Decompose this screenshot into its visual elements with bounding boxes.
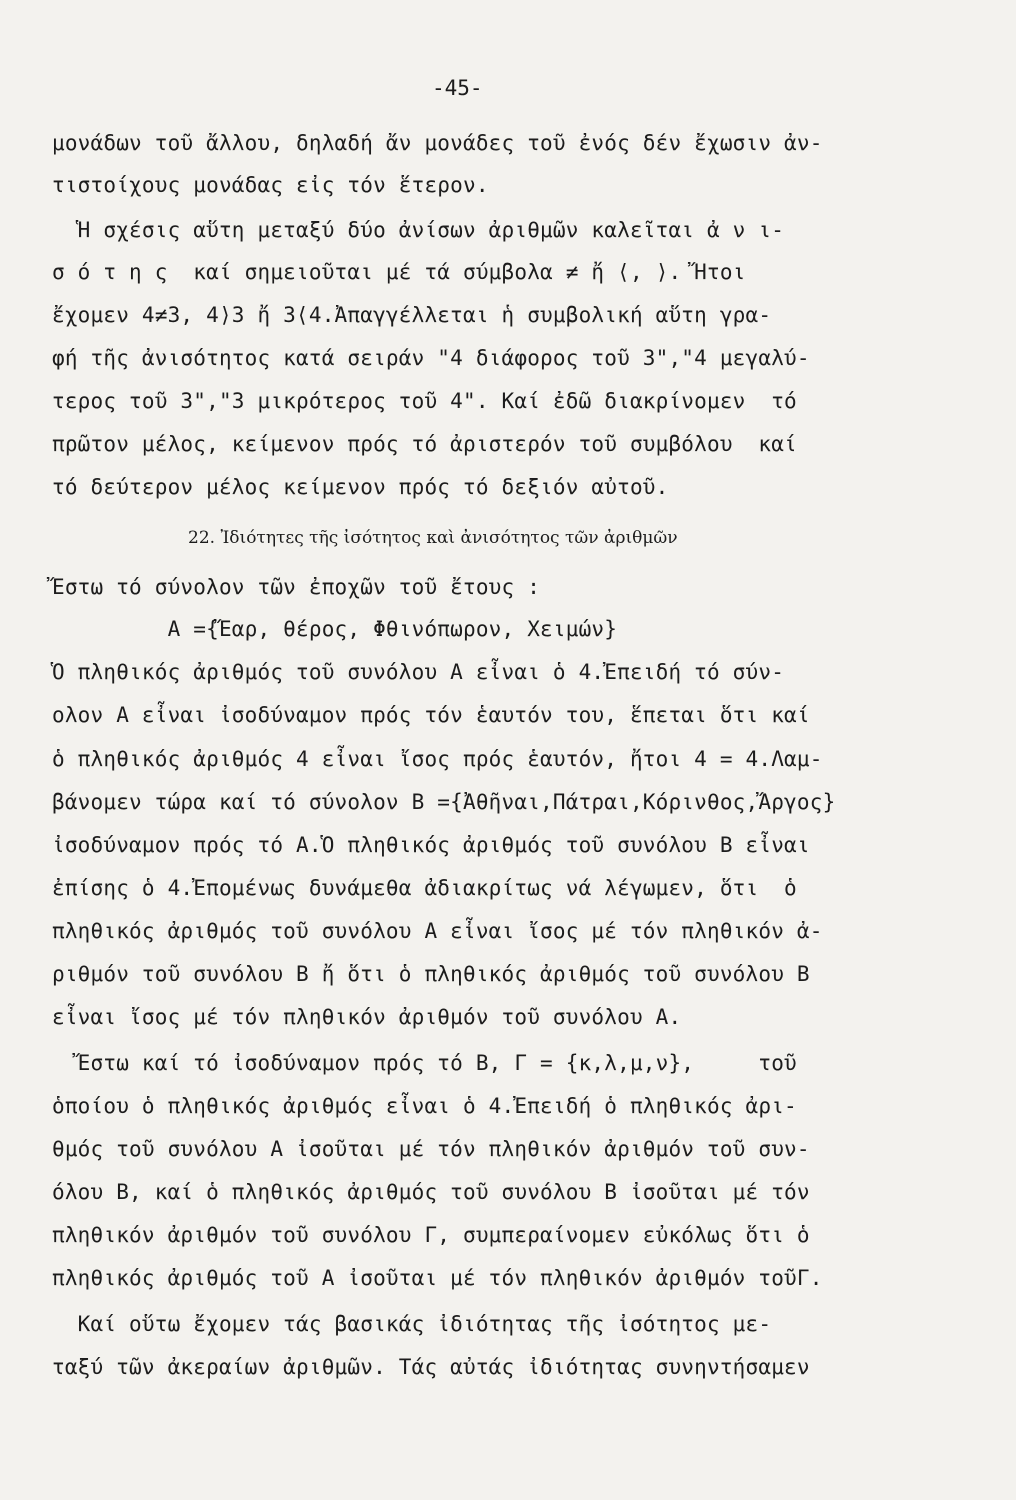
text-line: τό δεύτερον μέλος κείμενον πρός τό δεξιόν αὐτοῦ. <box>52 475 669 499</box>
text-line: ἰσοδύναμον πρός τό Α.Ὁ πληθικός ἀριθμός τοῦ συνόλου Β εἶναι <box>52 833 810 857</box>
text-line: πρῶτον μέλος, κείμενον πρός τό ἀριστερόν τοῦ συμβόλου καί <box>52 432 797 456</box>
text-line: πληθικός ἀριθμός τοῦ συνόλου Α εἶναι ἴσος μέ τόν πληθικόν ἀ- <box>52 919 823 943</box>
text-line: Ἡ σχέσις αὕτη μεταξύ δύο ἀνίσων ἀριθμῶν καλεῖται ἀ ν ι- <box>52 218 785 242</box>
text-line: Ἔστω τό σύνολον τῶν ἐποχῶν τοῦ ἔτους : <box>52 575 541 599</box>
text-line: φή τῆς ἀνισότητος κατά σειράν "4 διάφορος τοῦ 3","4 μεγαλύ- <box>52 346 810 370</box>
text-line: ἔχομεν 4≠3, 4⟩3 ἤ 3⟨4.Ἀπαγγέλλεται ἡ συμβολική αὕτη γρα- <box>52 303 772 327</box>
text-line: ριθμόν τοῦ συνόλου Β ἤ ὅτι ὁ πληθικός ἀριθμός τοῦ συνόλου Β <box>52 962 810 986</box>
section-heading: 22. Ἰδιότητες τῆς ἰσότητος καὶ ἀνισότητος τῶν ἀριθμῶν <box>188 528 678 548</box>
text-line: ὁ πληθικός ἀριθμός 4 εἶναι ἴσος πρός ἑαυτόν, ἤτοι 4 = 4.Λαμ- <box>52 747 823 771</box>
text-line: μονάδων τοῦ ἄλλου, δηλαδή ἄν μονάδες τοῦ ἐνός δέν ἔχωσιν ἀν- <box>52 131 823 155</box>
text-line: ταξύ τῶν ἀκεραίων ἀριθμῶν. Τάς αὐτάς ἰδιότητας συνηντήσαμεν <box>52 1355 810 1379</box>
text-line: όλου Β, καί ὁ πληθικός ἀριθμός τοῦ συνόλου Β ἰσοῦται μέ τόν <box>52 1180 810 1204</box>
text-line: θμός τοῦ συνόλου Α ἰσοῦται μέ τόν πληθικόν ἀριθμόν τοῦ συν- <box>52 1137 810 1161</box>
text-line: εἶναι ἴσος μέ τόν πληθικόν ἀριθμόν τοῦ συνόλου Α. <box>52 1005 682 1029</box>
text-line: ολον Α εἶναι ἰσοδύναμον πρός τόν ἑαυτόν του, ἕπεται ὅτι καί <box>52 703 810 727</box>
text-line: Ὁ πληθικός ἀριθμός τοῦ συνόλου Α εἶναι ὁ 4.Ἐπειδή τό σύν- <box>52 660 785 684</box>
text-line: Καί οὕτω ἔχομεν τάς βασικάς ἰδιότητας τῆς ἰσότητος με- <box>52 1312 772 1336</box>
page-number: -45- <box>432 76 483 100</box>
text-line: Ἔστω καί τό ἰσοδύναμον πρός τό Β, Γ = {κ,λ,μ,ν}, τοῦ <box>52 1051 797 1075</box>
text-line: Α ={Ἔαρ, θέρος, Φθινόπωρον, Χειμών} <box>52 617 618 641</box>
text-line: ὁποίου ὁ πληθικός ἀριθμός εἶναι ὁ 4.Ἐπειδή ὁ πληθικός ἀρι- <box>52 1094 797 1118</box>
text-line: ἐπίσης ὁ 4.Ἐπομένως δυνάμεθα ἀδιακρίτως νά λέγωμεν, ὅτι ὁ <box>52 876 797 900</box>
text-line: τιστοίχους μονάδας εἰς τόν ἕτερον. <box>52 173 489 197</box>
text-line: σ ό τ η ς καί σημειοῦται μέ τά σύμβολα ≠ ἤ ⟨, ⟩. Ἤτοι <box>52 260 746 284</box>
text-line: τερος τοῦ 3","3 μικρότερος τοῦ 4". Καί ἐδῶ διακρίνομεν τό <box>52 389 797 413</box>
text-line: πληθικόν ἀριθμόν τοῦ συνόλου Γ, συμπεραίνομεν εὐκόλως ὅτι ὁ <box>52 1223 810 1247</box>
text-line: πληθικός ἀριθμός τοῦ Α ἰσοῦται μέ τόν πληθικόν ἀριθμόν τοῦΓ. <box>52 1266 823 1290</box>
text-line: βάνομεν τώρα καί τό σύνολον Β ={Ἀθῆναι,Πάτραι,Κόρινθος,Ἄργος} <box>52 790 836 814</box>
